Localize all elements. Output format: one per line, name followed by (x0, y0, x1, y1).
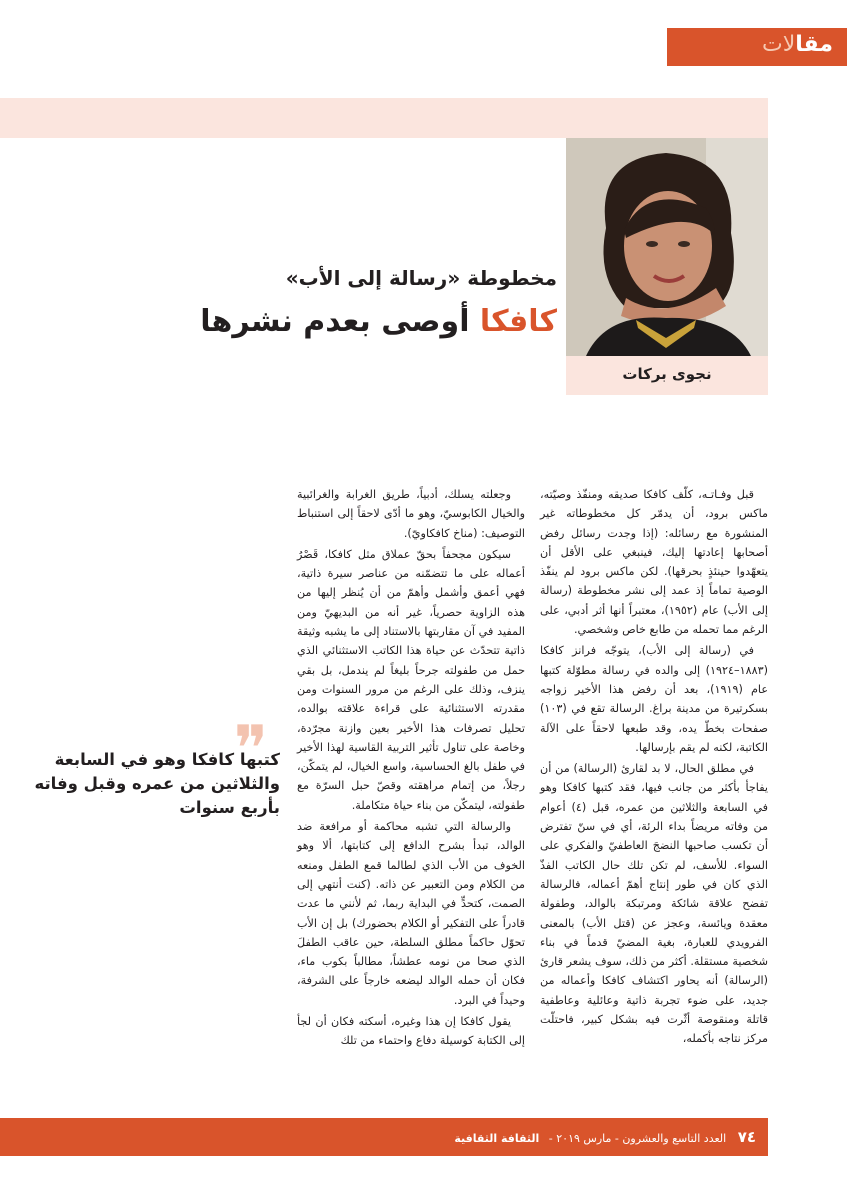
author-name: نجوى بركات (622, 365, 712, 383)
section-label: مقالات (762, 32, 833, 57)
paragraph: يقول كافكا إن هذا وغيره، أسكته فكان أن لجأ إلى الكتابة كوسيلة دفاع واحتماء من تلك (297, 1015, 525, 1048)
page-number: ٧٤ (737, 1128, 756, 1146)
paragraph: سيكون مجحفاً بحقّ عملاق مثل كافكا، قَصْرُ أعماله على ما تتضمّنه من عناصر سيرة ذاتية، فهي أعمق وأشمل وأهمّ من أن يُنظر إليها من هذه الزاوية حصرياً، غير أنه من البديهيّ ومن المفيد في آن مقاربتها بالاستناد إلى ما يشبه وثيقة ذاتية تتحدّث عن حياة هذا الكاتب الاستثنائي الذي حمل من طفولته جرحاً بليغاً لم يندمل، بل بقي ينزف، وذلك على الرغم من مرور السنوات ومن مقدرته الاستثنائية على قراءة علاقته بوالده، تحليل تصرفات هذا الأخير بعين وازنة مجرّدة، وخاصة على تناول تأثير التربية القاسية لهذا الأخير في طفل بالغ الحساسية، واسع الخيال، لم يتمكّن، رجلاً، من إتمام مراهقته وقصّ حبل السرّة مع طفولته، ليتمكّن من بناء حياة متكاملة. (297, 547, 525, 812)
article-column-right (540, 485, 768, 1051)
title-band (0, 98, 768, 138)
paragraph: وجعلته يسلك، أدبياً، طريق الغرابة والغرائبية والخيال الكابوسيّ، وهو ما أدّى لاحقاً إلى استنباط التوصيف: (مناخ كافكاويّ). (297, 488, 525, 540)
article-headline (197, 304, 557, 339)
footer-band (0, 1118, 768, 1156)
article-column-left (297, 485, 525, 1053)
issue-info: العدد التاسع والعشرون - مارس ٢٠١٩ - (548, 1132, 727, 1145)
section-tab (667, 28, 847, 66)
headline-rest: أوصى بعدم نشرها (200, 304, 480, 339)
article-kicker: مخطوطة «رسالة إلى الأب» (285, 266, 557, 290)
quote-mark-icon: ❞ (233, 713, 268, 787)
footer-info (454, 1128, 756, 1146)
magazine-name: الثقافة الثقافية (454, 1132, 540, 1145)
paragraph: في مطلق الحال، لا بد لقارئ (الرسالة) من أن يفاجأ بأكثر من جانب فيها، فقد كتبها كافكا وهو في السابعة والثلاثين من عمره، قبل (٤) أعوام من وفاته مريضاً بداء الرئة، أي في سنّ تفترض أن تكسب صاحبها النضجَ العاطفيّ والفكري على السواء. للأسف، لم تكن تلك حال الكاتب الفذّ الذي كان في طور إنتاج أهمّ أعماله، فالرسالة تفضح علاقة شائكة ومرتبكة بالوالد، وطفولة معقدة ويائسة، وعجز عن (قتل الأب) بالمعنى الفرويدي للعبارة، بغية المضيّ قدماً في بناء شخصية مستقلة. أكثر من ذلك، سوف يشعر قارئ (الرسالة) أنه يحاور اكتشاف كافكا وأعماله من جديد، على ضوء تجربة ذاتية وعائلية وعاطفية قاتلة ومنقوصة أثّرت فيه بشكل كبير، فاحتلّت مركز نتاجه بأكمله، (540, 762, 768, 1046)
pull-quote: كتبها كافكا وهو في السابعة والثلاثين من عمره وقبل وفاته بأربع سنوات (34, 750, 280, 817)
author-photo (566, 138, 768, 356)
author-photo-box (566, 138, 768, 395)
paragraph: في (رسالة إلى الأب)، يتوجّه فرانز كافكا (١٨٨٣–١٩٢٤) إلى والده في رسالة مطوّلة كتبها عام (١٩١٩)، بعد أن رفض هذا الأخير زواجه بسكرتيرة من مدينة براغ. الرسالة تقع في (١٠٣) صفحات بخطّ يده، وقد طبعها لاحقاً على الآلة الكاتبة، لكنه لم يقم بإرسالها. (540, 644, 769, 754)
paragraph: قبل وفـاتـه، كلّف كافكا صديقه ومنفّذ وصيّته، ماكس برود، أن يدمّر كل مخطوطاته غير المنشورة مع رسائله: (إذا وجدت رسائل رفض أصحابها إعادتها إليك، فينبغي على الأقل أن يتعهّدوا حينئذٍ بحرقها). لكن ماكس برود لم ينفّذ الوصية تماماً إذ عمد إلى نشر مخطوطة (رسالة إلى الأب) عام (١٩٥٢)، معتبراً أنها أثر أدبي، على الرغم مما تحمله من طابع خاص وشخصي. (540, 488, 768, 637)
author-portrait-illustration (566, 138, 768, 356)
headline-accent: كافكا (479, 304, 557, 339)
paragraph: والرسالة التي تشبه محاكمة أو مرافعة ضد الوالد، تبدأ بشرح الدافع إلى كتابتها، ألا وهو الخوف من الأب الذي لطالما قمع الطفل ومنعه من الكلام ومن التعبير عن ذاته. (كنت أنتهي إلى الصمت، كتحدٍّ في البداية ربما، ثم لأنني ما عدت قادراً على التفكير أو الكلام بحضورك) بل إن الأب تحوّل حاكماً مطلق السلطة، حين عاقب الطفلَ الذي صحا من نومه عطشاً، مطالباً بكوب ماء، فكان أن حمله الوالد ليضعه خارجاً على الشرفة، وحيداً في البرد. (297, 820, 525, 1007)
